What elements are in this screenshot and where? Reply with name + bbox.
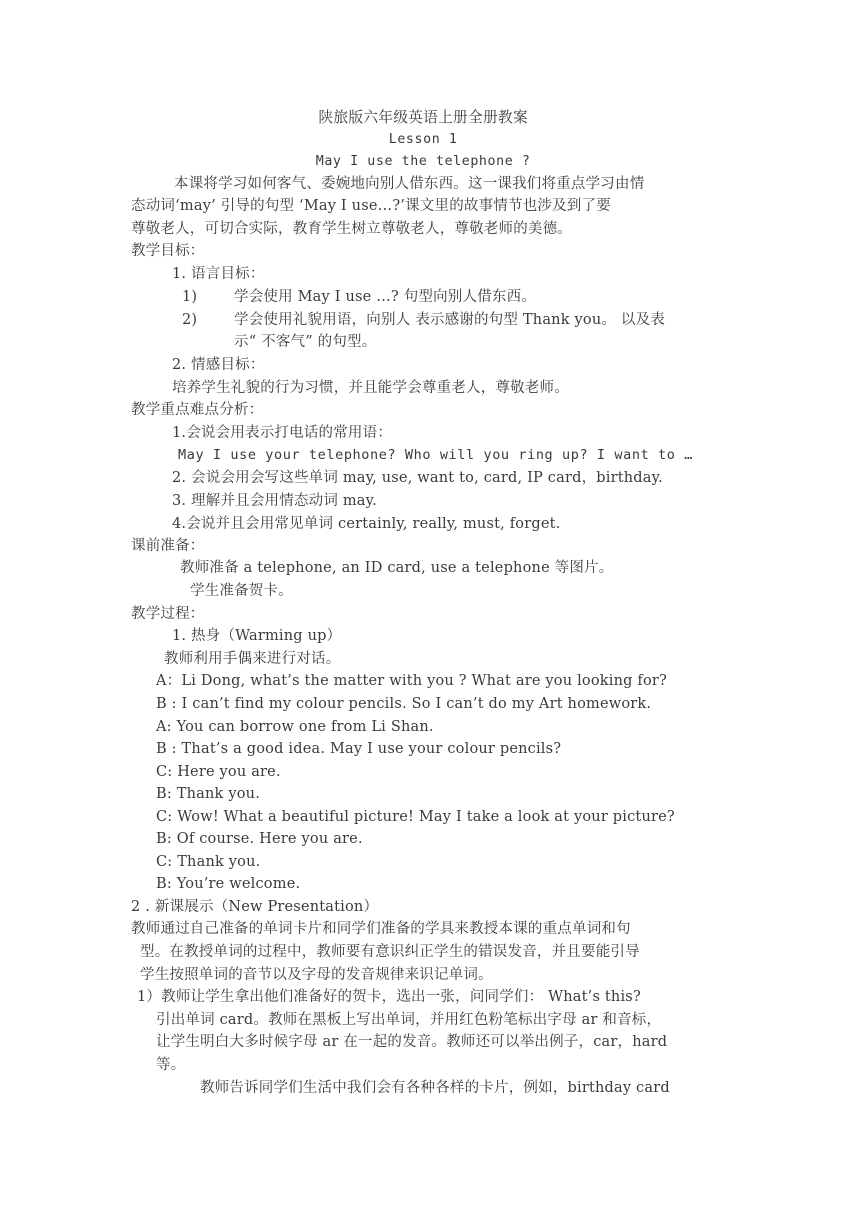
warmup-heading: 1. 热身（Warming up） — [172, 628, 342, 644]
list-item: 学会使用 May I use …? 句型向别人借东西。 — [234, 289, 536, 305]
dialogue-line: B : I can’t find my colour pencils. So I can’t do my Art homework. — [156, 696, 652, 712]
dialogue-line: B: Of course. Here you are. — [156, 831, 363, 847]
section-heading-goals: 教学目标： — [131, 243, 205, 259]
step-line: 引出单词 card。教师在黑板上写出单词，并用红色粉笔标出字母 ar 和音标， — [156, 1012, 662, 1028]
keypoint-item: 3. 理解并且会用情态动词 may. — [172, 493, 377, 509]
list-number: 1) — [182, 289, 198, 305]
step-line: 教师告诉同学们生活中我们会有各种各样的卡片，例如，birthday card — [200, 1080, 670, 1096]
intro-line: 尊敬老人，可切合实际，教育学生树立尊敬老人，尊敬老师的美德。 — [131, 221, 572, 237]
document-title: 陕旅版六年级英语上册全册教案 — [318, 108, 528, 126]
emotion-goals-text: 培养学生礼貌的行为习惯，并且能学会尊重老人，尊敬老师。 — [172, 380, 569, 396]
dialogue-line: A: You can borrow one from Li Shan. — [156, 719, 434, 735]
teacher-preparation: 教师准备 a telephone, an ID card, use a telephone 等图片。 — [180, 560, 614, 576]
dialogue-line: A：Li Dong, what’s the matter with you ? What are you looking for? — [156, 673, 668, 689]
keypoint-item: 1.会说会用表示打电话的常用语： — [172, 425, 393, 441]
student-preparation: 学生准备贺卡。 — [190, 583, 293, 599]
lesson-subtitle: May I use the telephone ? — [315, 153, 531, 169]
warmup-description: 教师利用手偶来进行对话。 — [164, 651, 341, 667]
keypoint-item: 2. 会说会用会写这些单词 may, use, want to, card, IP card，birthday. — [172, 470, 663, 486]
keypoint-example: May I use your telephone? Who will you ring up? I want to … — [178, 447, 693, 463]
keypoint-item: 4.会说并且会用常见单词 certainly, really, must, forget. — [172, 516, 561, 532]
dialogue-line: C: Wow! What a beautiful picture! May I take a look at your picture? — [156, 809, 675, 825]
list-number: 2) — [182, 312, 198, 328]
intro-line: 态动词‘may’ 引导的句型 ‘May I use…?’课文里的故事情节也涉及到了要 — [131, 198, 611, 214]
step-line: 等。 — [156, 1057, 186, 1073]
lesson-number: Lesson 1 — [388, 131, 458, 147]
presentation-heading: 2 . 新课展示（New Presentation） — [131, 899, 379, 915]
presentation-paragraph-line: 学生按照单词的音节以及字母的发音规律来识记单词。 — [140, 967, 493, 983]
dialogue-line: B : That’s a good idea. May I use your colour pencils? — [156, 741, 562, 757]
language-goals-heading: 1. 语言目标： — [172, 266, 265, 282]
intro-line: 本课将学习如何客气、委婉地向别人借东西。这一课我们将重点学习由情 — [174, 176, 645, 192]
section-heading-process: 教学过程： — [131, 606, 205, 622]
dialogue-line: B: You’re welcome. — [156, 876, 301, 892]
step-line: 1）教师让学生拿出他们准备好的贺卡，选出一张，问同学们： What’s this? — [137, 989, 641, 1005]
list-item: 学会使用礼貌用语，向别人 表示感谢的句型 Thank you。 以及表 — [234, 312, 665, 328]
emotion-goals-heading: 2. 情感目标： — [172, 357, 265, 373]
dialogue-line: C: Here you are. — [156, 764, 281, 780]
section-heading-preparation: 课前准备： — [131, 538, 205, 554]
list-item-continued: 示“ 不客气” 的句型。 — [234, 334, 377, 350]
section-heading-keypoints: 教学重点难点分析： — [131, 402, 264, 418]
presentation-paragraph-line: 型。在教授单词的过程中，教师要有意识纠正学生的错误发音，并且要能引导 — [140, 944, 640, 960]
step-line: 让学生明白大多时候字母 ar 在一起的发音。教师还可以举出例子，car，hard — [156, 1034, 668, 1050]
presentation-paragraph-line: 教师通过自己准备的单词卡片和同学们准备的学具来教授本课的重点单词和句 — [131, 921, 631, 937]
dialogue-line: C: Thank you. — [156, 854, 261, 870]
dialogue-line: B: Thank you. — [156, 786, 261, 802]
